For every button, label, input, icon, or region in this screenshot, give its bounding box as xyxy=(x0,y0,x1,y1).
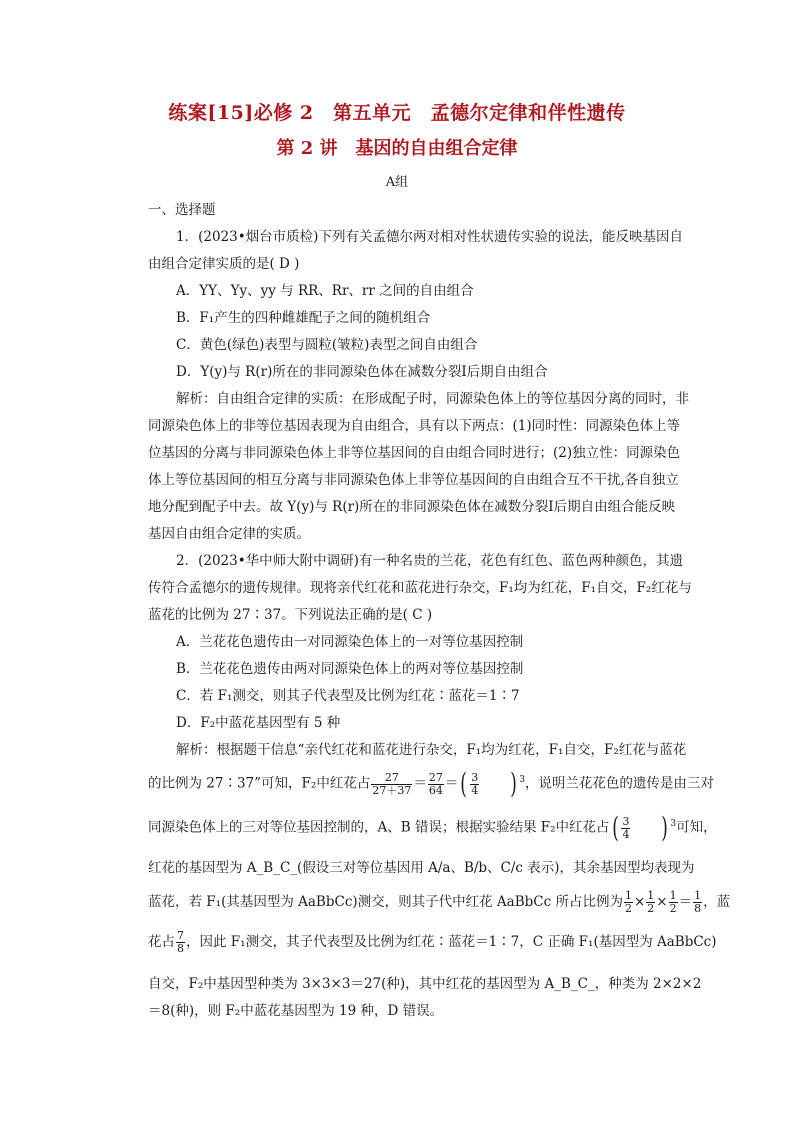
fraction-numerator: 27 xyxy=(428,770,443,784)
fraction-numerator: 1 xyxy=(694,889,702,902)
times-sign: × xyxy=(656,894,668,910)
q2-stem-line-3: 蓝花的比例为 27∶37。下列说法正确的是( C ) xyxy=(148,607,433,623)
fraction-27-over-sum xyxy=(371,772,412,797)
fraction-denominator: 8 xyxy=(177,942,184,955)
fraction-numerator: 1 xyxy=(647,889,655,902)
fraction-27-over-64 xyxy=(428,772,444,797)
q1-analysis-line-3: 位基因的分离与非同源染色体上非等位基因间的自由组合同时进行；(2)独立性：同源染色 xyxy=(148,445,681,461)
q2-option-d: D．F₂中蓝花基因型有 5 种 xyxy=(176,715,341,731)
exponent: 3 xyxy=(670,819,677,829)
fraction-one-half xyxy=(669,890,678,915)
page-title: 练案[15]必修 2 第五单元 孟德尔定律和伴性遗传 xyxy=(168,102,626,124)
fraction-numerator: 27 xyxy=(371,772,412,785)
left-paren-icon: ( xyxy=(611,811,619,844)
q1-analysis-line-5: 地分配到配子中去。故 Y(y)与 R(r)所在的非同源染色体在减数分裂Ⅰ后期自由组合能反映 xyxy=(148,499,676,515)
q1-analysis-line-6: 基因自由组合定律的实质。 xyxy=(148,526,310,542)
q2-analysis-line-2 xyxy=(148,767,714,800)
q2-analysis-line-7: 自交，F₂中基因型种类为 3×3×3＝27(种)，其中红花的基因型为 A_B_C_，种类为 2×2×2 xyxy=(148,976,702,992)
group-label: A组 xyxy=(385,175,409,190)
q2-analysis-text: ，说明兰花花色的遗传是由三对 xyxy=(524,775,714,792)
fraction-denominator: 2 xyxy=(647,902,655,915)
q1-analysis-line-2: 同源染色体上的非等位基因表现为自由组合，具有以下两点：(1)同时性：同源染色体上等 xyxy=(148,418,681,434)
q2-option-a: A．兰花花色遗传由一对同源染色体上的一对等位基因控制 xyxy=(176,634,524,650)
fraction-denominator: 2 xyxy=(669,902,677,915)
exponent: 3 xyxy=(519,775,525,785)
fraction-denominator: 4 xyxy=(471,783,479,797)
fraction-numerator: 7 xyxy=(177,929,184,942)
fraction-denominator: 4 xyxy=(622,827,630,841)
fraction-3-over-4 xyxy=(470,772,479,797)
q2-analysis-text: ，因此 F₁测交，其子代表型及比例为红花∶蓝花＝1∶7，C 正确 F₁(基因型为 AaBbCc) xyxy=(186,934,717,950)
q2-analysis-text: 花占 xyxy=(148,934,175,950)
fraction-numerator: 1 xyxy=(624,889,632,902)
fraction-seven-eighths xyxy=(176,930,185,955)
fraction-one-eighth xyxy=(693,890,702,915)
fraction-numerator: 3 xyxy=(622,814,630,828)
q2-stem-line-1: 2．(2023•华中师大附中调研)有一种名贵的兰花，花色有红色、蓝色两种颜色，其遗 xyxy=(176,553,683,569)
fraction-numerator: 1 xyxy=(669,889,677,902)
equals-sign: ＝ xyxy=(444,775,459,792)
q1-option-b: B．F₁产生的四种雌雄配子之间的随机组合 xyxy=(176,310,431,326)
q2-analysis-line-4: 红花的基因型为 A_B_C_(假设三对等位基因用 A/a、B/b、C/c 表示)，其余基因型均表现为 xyxy=(148,860,695,876)
right-paren-icon: ) xyxy=(510,767,518,800)
fraction-3-over-4 xyxy=(621,816,630,841)
equals-sign: ＝ xyxy=(413,775,427,792)
q2-analysis-text: 的比例为 27∶37”可知，F₂中红花占 xyxy=(148,775,371,792)
q1-stem-line-1: 1．(2023•烟台市质检)下列有关孟德尔两对相对性状遗传实验的说法，能反映基因自 xyxy=(176,229,683,245)
q2-analysis-line-8: ＝8(种)，则 F₂中蓝花基因型为 19 种，D 错误。 xyxy=(148,1003,444,1019)
q2-option-b: B．兰花花色遗传由两对同源染色体上的两对等位基因控制 xyxy=(176,661,524,677)
fraction-denominator: 2 xyxy=(624,902,632,915)
page-subtitle: 第 2 讲 基因的自由组合定律 xyxy=(276,138,518,159)
fraction-one-half xyxy=(624,890,633,915)
fraction-denominator: 64 xyxy=(428,783,443,797)
section-heading: 一、选择题 xyxy=(148,202,216,218)
q2-stem-line-2: 传符合孟德尔的遗传规律。现将亲代红花和蓝花进行杂交，F₁均为红花，F₁自交，F₂红花与 xyxy=(148,580,692,596)
fraction-one-half xyxy=(646,890,655,915)
fraction-denominator: 8 xyxy=(694,902,702,915)
q2-analysis-line-5 xyxy=(148,890,730,915)
fraction-denominator: 27＋37 xyxy=(372,783,412,797)
fraction-numerator: 3 xyxy=(471,770,479,784)
q1-analysis-line-4: 体上等位基因间的相互分离与非同源染色体上非等位基因间的自由组合互不干扰,各自独立 xyxy=(148,472,679,488)
q2-analysis-text: ，蓝 xyxy=(703,894,731,910)
q1-stem-line-2: 由组合定律实质的是( D ) xyxy=(148,256,300,272)
equals-sign: ＝ xyxy=(678,894,693,910)
q1-option-c: C．黄色(绿色)表型与圆粒(皱粒)表型之间自由组合 xyxy=(176,337,478,353)
right-paren-icon: ) xyxy=(661,811,669,844)
q2-analysis-line-6 xyxy=(148,930,717,955)
q2-analysis-text: 同源染色体上的三对等位基因控制的，A、B 错误；根据实验结果 F₂中红花占 xyxy=(148,819,610,836)
q2-analysis-line-3 xyxy=(148,811,717,844)
times-sign: × xyxy=(633,894,646,910)
q1-option-a: A．YY、Yy、yy 与 RR、Rr、rr 之间的自由组合 xyxy=(176,283,474,299)
q2-analysis-text: 蓝花，若 F₁(其基因型为 AaBbCc)测交，则其子代中红花 AaBbCc 所占比例为 xyxy=(148,894,623,910)
q2-analysis-text: 可知， xyxy=(676,819,717,836)
q1-option-d: D．Y(y)与 R(r)所在的非同源染色体在减数分裂Ⅰ后期自由组合 xyxy=(176,364,548,380)
left-paren-icon: ( xyxy=(460,767,468,800)
q2-analysis-line-1: 解析：根据题干信息“亲代红花和蓝花进行杂交，F₁均为红花，F₁自交，F₂红花与蓝花 xyxy=(176,742,687,758)
q2-option-c: C．若 F₁测交，则其子代表型及比例为红花∶蓝花＝1∶7 xyxy=(176,688,520,704)
q1-analysis-line-1: 解析：自由组合定律的实质：在形成配子时，同源染色体上的等位基因分离的同时，非 xyxy=(176,391,689,407)
